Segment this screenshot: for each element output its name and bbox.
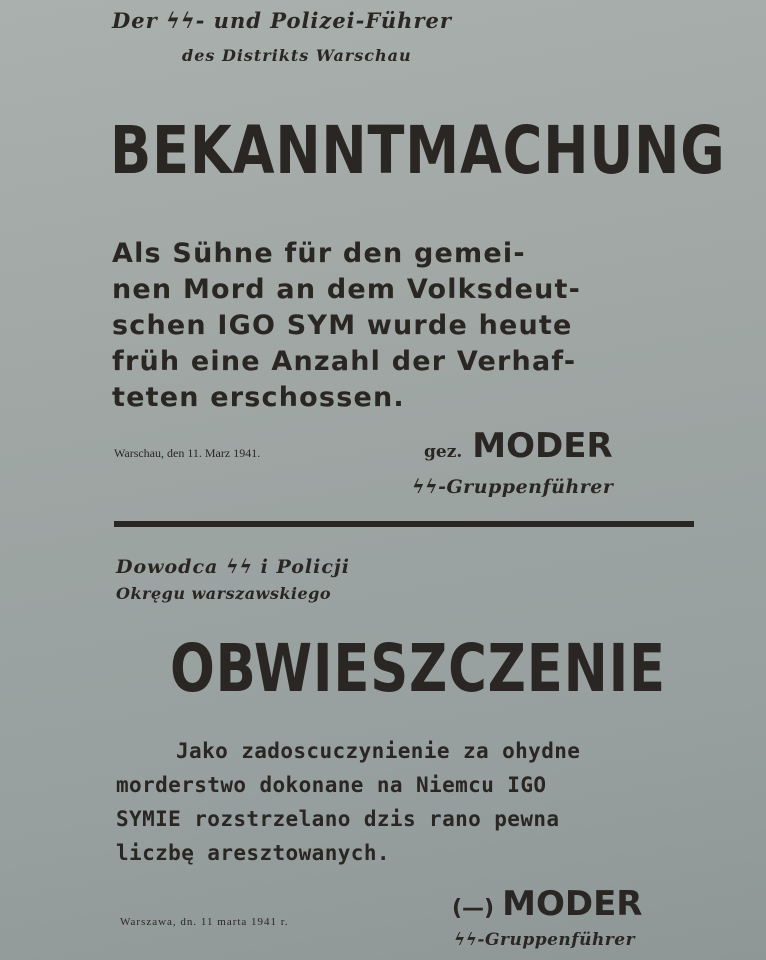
german-body-line: schen IGO SYM wurde heute	[112, 310, 573, 341]
polish-issuer-line1: Dowodca ϟϟ i Policji	[116, 556, 351, 578]
german-body-line: früh eine Anzahl der Verhaf-	[112, 346, 577, 377]
german-signature-name: MODER	[472, 426, 613, 466]
polish-issuer-line2: Okręgu warszawskiego	[116, 584, 332, 603]
german-body-line: nen Mord an dem Volksdeut-	[112, 274, 582, 305]
polish-body-line: morderstwo dokonane na Niemcu IGO	[116, 773, 547, 797]
section-divider	[114, 521, 694, 527]
polish-body-line: liczbę aresztowanych.	[116, 841, 390, 865]
german-issuer-line1: Der ϟϟ- und Polizei-Führer	[112, 8, 452, 33]
polish-rank: ϟϟ-Gruppenführer	[454, 930, 636, 950]
polish-date: Warszawa, dn. 11 marta 1941 r.	[120, 916, 289, 928]
german-body-line: Als Sühne für den gemei-	[112, 238, 526, 269]
german-title: BEKANNTMACHUNG	[110, 112, 726, 189]
german-signature	[424, 426, 613, 466]
polish-signature	[452, 884, 642, 924]
polish-signature-name: MODER	[502, 884, 643, 924]
german-rank: ϟϟ-Gruppenführer	[412, 476, 614, 498]
polish-body-line: Jako zadoscuczynienie za ohydne	[176, 739, 581, 763]
german-body	[112, 236, 702, 416]
polish-title: OBWIESZCZENIE	[170, 630, 666, 707]
german-issuer-line2: des Distrikts Warschau	[182, 46, 412, 65]
polish-body-line: SYMIE rozstrzelano dzis rano pewna	[116, 807, 560, 831]
polish-signature-prefix: (—)	[452, 896, 495, 921]
german-date: Warschau, den 11. Marz 1941.	[114, 446, 261, 460]
german-signature-prefix: gez.	[424, 442, 463, 462]
polish-body	[116, 734, 706, 870]
german-body-line: teten erschossen.	[112, 382, 405, 413]
